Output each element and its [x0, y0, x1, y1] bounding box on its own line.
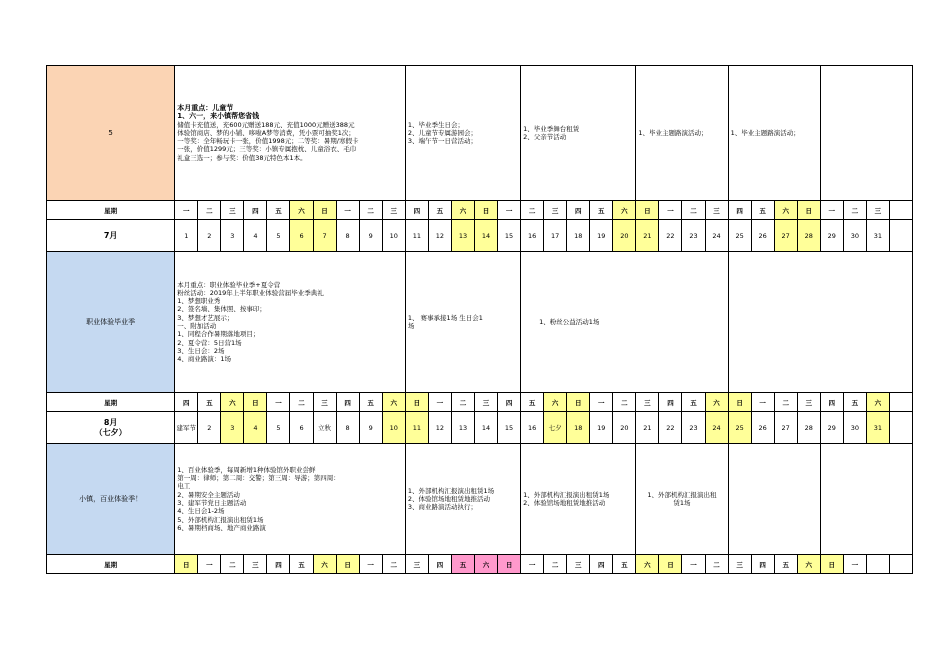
date-cell: 立秋: [313, 412, 336, 444]
august-week3-plan: 1、外部机构汇报演出租赁1场 2、体验馆场地租赁地推活动: [521, 444, 636, 555]
weekday-cell: 日: [475, 201, 498, 220]
august-weekday-row: [47, 393, 913, 412]
weekday-cell: 一: [336, 201, 359, 220]
date-cell: 24: [705, 220, 728, 252]
weekday-cell: 一: [198, 555, 221, 574]
weekday-cell: 一: [267, 393, 290, 412]
empty-cell: [889, 412, 912, 444]
date-cell: 6: [290, 220, 313, 252]
weekday-cell: 一: [820, 201, 843, 220]
july-empty-cell: [728, 252, 912, 393]
weekday-cell: 五: [751, 201, 774, 220]
empty-cell: [889, 220, 912, 252]
august-empty-cell: [728, 444, 820, 555]
weekday-cell: 一: [843, 555, 866, 574]
weekday-cell: 六: [705, 393, 728, 412]
weekday-cell: 五: [428, 201, 451, 220]
date-cell: 2: [198, 412, 221, 444]
date-cell: 3: [221, 220, 244, 252]
date-cell: 29: [820, 412, 843, 444]
weekday-cell: 二: [382, 555, 405, 574]
date-cell: 31: [866, 220, 889, 252]
weekday-cell: 四: [405, 201, 428, 220]
weekday-cell: 一: [590, 393, 613, 412]
date-cell: 7: [313, 220, 336, 252]
july-month-label: 7月: [47, 220, 175, 252]
date-cell: 13: [451, 412, 474, 444]
weekday-cell: 一: [428, 393, 451, 412]
date-cell: 16: [521, 412, 544, 444]
empty-cell: [889, 555, 912, 574]
weekday-cell: 二: [774, 393, 797, 412]
date-cell: 23: [682, 412, 705, 444]
date-cell: 18: [567, 220, 590, 252]
date-cell: 12: [428, 412, 451, 444]
weekday-cell: 一: [359, 555, 382, 574]
weekday-cell: 日: [244, 393, 267, 412]
date-cell: 5: [267, 220, 290, 252]
date-cell: 31: [866, 412, 889, 444]
date-cell: 七夕: [544, 412, 567, 444]
date-cell: 14: [475, 412, 498, 444]
date-cell: 6: [290, 412, 313, 444]
weekday-cell: 一: [498, 201, 521, 220]
july-main-plan: 本月重点：职业体验毕业季+夏令营 粉丝活动：2019年上半年职业体验营届毕业季典礼 1、梦想职业秀 2、签名墙、集体照、按事印； 3、梦想才艺展示； 一、附加活动 1、同程合作暑期落地项目； 2、夏令营：5日营1场 3、生日会：2场 4、商业路演：1场: [175, 252, 406, 393]
june-week5-plan: 1、毕业主题路演活动；: [728, 66, 820, 201]
august-plan-row: [47, 444, 913, 555]
date-cell: 21: [636, 412, 659, 444]
weekday-cell: 四: [728, 201, 751, 220]
date-cell: 27: [774, 412, 797, 444]
date-cell: 22: [659, 220, 682, 252]
weekday-cell: 三: [866, 201, 889, 220]
date-cell: 28: [797, 412, 820, 444]
weekday-cell: 二: [613, 393, 636, 412]
empty-cell: [889, 393, 912, 412]
weekday-cell: 一: [175, 201, 198, 220]
weekday-cell: 三: [705, 201, 728, 220]
date-cell: 25: [728, 412, 751, 444]
weekday-cell: 五: [774, 555, 797, 574]
weekday-cell: 五: [843, 393, 866, 412]
weekday-cell: 六: [382, 393, 405, 412]
weekday-cell: 三: [797, 393, 820, 412]
empty-cell: [889, 201, 912, 220]
august-week2-plan: 1、外部机构汇报演出租赁1场 2、体验馆场地租赁地推活动 3、商业路演活动执行；: [405, 444, 520, 555]
date-cell: 10: [382, 220, 405, 252]
weekday-cell: 二: [290, 393, 313, 412]
weekday-cell: 二: [544, 555, 567, 574]
weekday-cell: 二: [521, 201, 544, 220]
weekday-cell: 六: [475, 555, 498, 574]
weekday-cell: 四: [428, 555, 451, 574]
weekday-cell: 五: [290, 555, 313, 574]
weekday-cell: 三: [221, 201, 244, 220]
date-cell: 11: [405, 220, 428, 252]
weekday-cell: 日: [498, 555, 521, 574]
weekday-cell: 一: [521, 555, 544, 574]
weekday-cell: 六: [613, 201, 636, 220]
date-cell: 9: [359, 220, 382, 252]
date-cell: 25: [728, 220, 751, 252]
weekday-cell: 五: [590, 201, 613, 220]
july-row-label: 职业体验毕业季: [47, 252, 175, 393]
date-cell: 2: [198, 220, 221, 252]
july-plan-row: [47, 252, 913, 393]
date-cell: 17: [544, 220, 567, 252]
weekday-cell: 日: [405, 393, 428, 412]
date-cell: 11: [405, 412, 428, 444]
weekday-cell: 三: [636, 393, 659, 412]
weekday-cell: 一: [751, 393, 774, 412]
weekday-cell: 四: [244, 201, 267, 220]
date-cell: 26: [751, 220, 774, 252]
date-cell: 12: [428, 220, 451, 252]
weekday-cell: 日: [336, 555, 359, 574]
weekday-cell: 六: [636, 555, 659, 574]
weekday-cell: 五: [682, 393, 705, 412]
weekday-cell: 日: [797, 201, 820, 220]
date-cell: 22: [659, 412, 682, 444]
weekday-cell: 五: [521, 393, 544, 412]
weekday-cell: 三: [244, 555, 267, 574]
weekday-cell: 六: [866, 393, 889, 412]
weekday-cell: 日: [175, 555, 198, 574]
date-cell: 29: [820, 220, 843, 252]
august-weekday-label: 星期: [47, 393, 175, 412]
weekday-cell: 四: [175, 393, 198, 412]
august-empty-cell: [820, 444, 912, 555]
weekday-cell: 二: [198, 201, 221, 220]
weekday-cell: 六: [451, 201, 474, 220]
weekday-cell: 一: [659, 201, 682, 220]
weekday-cell: 四: [659, 393, 682, 412]
date-cell: 4: [244, 220, 267, 252]
weekday-cell: 日: [567, 393, 590, 412]
date-cell: 27: [774, 220, 797, 252]
weekday-cell: 六: [221, 393, 244, 412]
date-cell: 13: [451, 220, 474, 252]
weekday-cell: 五: [198, 393, 221, 412]
date-cell: 3: [221, 412, 244, 444]
weekday-cell: 三: [475, 393, 498, 412]
june-main-plan: 本月重点：儿童节 1、六一，来小镇帮您省钱 储值卡充值送，充600元赠送188元、充值1000元赠送388元 体验馆商店、梦的小铺、哆啦A梦等消费，凭小票可抽奖1次； 一等奖：全年畅玩卡一张，价值1998元；二等奖：暑期/寒假卡 一张，价值1299元；三等奖：小镇专属抱枕、儿童浴衣、毛巾 礼盒三选一；参与奖：价值38元特色本1本。: [175, 66, 406, 201]
date-cell: 30: [843, 220, 866, 252]
june-plan-row: [47, 66, 913, 201]
date-cell: 建军节: [175, 412, 198, 444]
weekday-cell: 四: [498, 393, 521, 412]
august-month-label: 8月 （七夕）: [47, 412, 175, 444]
weekday-cell: 日: [728, 393, 751, 412]
weekday-cell: 四: [567, 201, 590, 220]
weekday-cell: 四: [267, 555, 290, 574]
june-empty-cell: [820, 66, 912, 201]
weekday-cell: 三: [313, 393, 336, 412]
date-cell: 21: [636, 220, 659, 252]
date-cell: 28: [797, 220, 820, 252]
weekday-cell: 日: [820, 555, 843, 574]
june-week4-plan: 1、毕业主题路演活动；: [636, 66, 728, 201]
weekday-cell: 六: [797, 555, 820, 574]
date-cell: 18: [567, 412, 590, 444]
date-cell: 24: [705, 412, 728, 444]
empty-cell: [866, 555, 889, 574]
date-cell: 4: [244, 412, 267, 444]
weekday-cell: 三: [382, 201, 405, 220]
september-weekday-row: [47, 555, 913, 574]
august-main-plan: 1、百业体验季，每周新增1种体验馆外职业尝鲜 第一周：律师；第二周：交警；第三周：导游；第四周： 电工 2、暑期安全主题活动 3、建军节党日主题活动 4、生日会1-2场 5、外部机构汇报演出租赁1场 6、暑期档商场、地产商业路演: [175, 444, 406, 555]
weekday-cell: 一: [682, 555, 705, 574]
weekday-cell: 二: [359, 201, 382, 220]
july-weekday-label: 星期: [47, 201, 175, 220]
weekday-cell: 三: [405, 555, 428, 574]
weekday-cell: 日: [636, 201, 659, 220]
august-row-label: 小镇，百业体验季！: [47, 444, 175, 555]
weekday-cell: 五: [267, 201, 290, 220]
weekday-cell: 二: [221, 555, 244, 574]
september-weekday-label: 星期: [47, 555, 175, 574]
weekday-cell: 五: [613, 555, 636, 574]
weekday-cell: 六: [774, 201, 797, 220]
date-cell: 20: [613, 220, 636, 252]
weekday-cell: 二: [682, 201, 705, 220]
weekday-cell: 四: [590, 555, 613, 574]
date-cell: 8: [336, 220, 359, 252]
date-cell: 26: [751, 412, 774, 444]
weekday-cell: 二: [705, 555, 728, 574]
date-cell: 15: [498, 412, 521, 444]
date-cell: 15: [498, 220, 521, 252]
july-date-row: [47, 220, 913, 252]
date-cell: 5: [267, 412, 290, 444]
date-cell: 19: [590, 220, 613, 252]
date-cell: 14: [475, 220, 498, 252]
july-weekday-row: [47, 201, 913, 220]
weekday-cell: 日: [659, 555, 682, 574]
weekday-cell: 四: [820, 393, 843, 412]
monthly-plan-table: [46, 65, 913, 574]
weekday-cell: 五: [359, 393, 382, 412]
date-cell: 8: [336, 412, 359, 444]
date-cell: 1: [175, 220, 198, 252]
july-week2-plan: 1、 赛事承接1场 生日会1 场: [405, 252, 520, 393]
weekday-cell: 六: [290, 201, 313, 220]
june-week3-plan: 1、毕业季舞台租赁 2、父亲节活动: [521, 66, 636, 201]
weekday-cell: 五: [451, 555, 474, 574]
august-week4-plan: 1、外部机构汇报演出租 赁1场: [636, 444, 728, 555]
date-cell: 30: [843, 412, 866, 444]
weekday-cell: 六: [544, 393, 567, 412]
date-cell: 16: [521, 220, 544, 252]
date-cell: 20: [613, 412, 636, 444]
weekday-cell: 四: [336, 393, 359, 412]
june-row-label: 5: [47, 66, 175, 201]
weekday-cell: 三: [544, 201, 567, 220]
date-cell: 10: [382, 412, 405, 444]
weekday-cell: 三: [567, 555, 590, 574]
date-cell: 9: [359, 412, 382, 444]
june-week2-plan: 1、毕业季生日会； 2、儿童节专属游园会； 3、端午节一日营活动；: [405, 66, 520, 201]
august-date-row: [47, 412, 913, 444]
weekday-cell: 二: [451, 393, 474, 412]
weekday-cell: 四: [751, 555, 774, 574]
weekday-cell: 二: [843, 201, 866, 220]
date-cell: 23: [682, 220, 705, 252]
july-week3-plan: 1、粉丝公益活动1场: [521, 252, 728, 393]
date-cell: 19: [590, 412, 613, 444]
weekday-cell: 三: [728, 555, 751, 574]
weekday-cell: 日: [313, 201, 336, 220]
weekday-cell: 六: [313, 555, 336, 574]
